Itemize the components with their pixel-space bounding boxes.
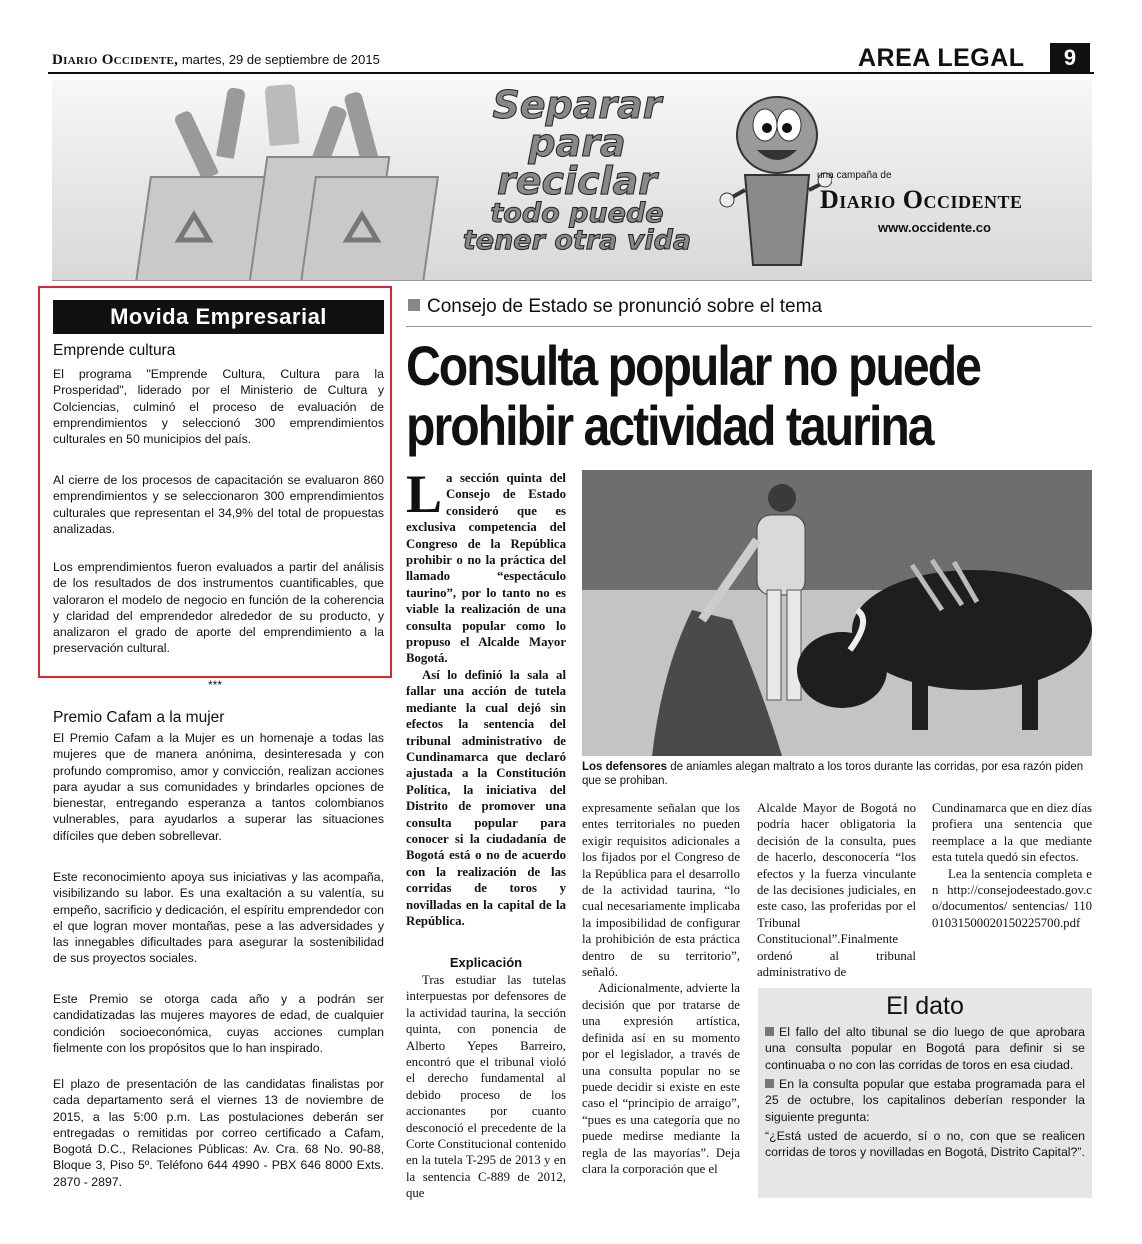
slogan-line: Separar (492, 83, 662, 127)
publication-date: martes, 29 de septiembre de 2015 (181, 52, 380, 67)
article-column-3 (757, 800, 916, 980)
drop-cap: L (406, 464, 443, 524)
article-paragraph: Este reconocimiento apoya sus iniciativas y las acompaña, visibilizando su labor. Es una exaltación a su valentía, su empeño, sacrificio y dedicación, el espíritu emprendedor con el que logran mover montañas, pese a las adversidades y las innegables dificultades para asegurar la sostenibilidad de sus proyectos sociales. (53, 870, 384, 966)
article-kicker (408, 296, 822, 318)
article-paragraph: Alcalde Mayor de Bogotá no podría hacer obligatoria la decisión de la consulta, pues de hacerlo, desconocería “los efectos y la fuerza vinculante de las decisiones judiciales, en este caso, las proferidas por el Tribunal Constitucional”.Finalmente ordenó al tribunal administrativo de (757, 801, 916, 980)
headline-line: prohibir actividad taurina (406, 394, 933, 457)
item-heading-premio-cafam: Premio Cafam a la mujer (53, 709, 225, 726)
header-rule (48, 72, 1094, 74)
slogan-line: tener otra vida (462, 225, 692, 256)
article-paragraph: El Premio Cafam a la Mujer es un homenaje a todas las mujeres que de manera anónima, desinteresada y con profundo compromiso, amor y convicción, realizan acciones para ayudar a sus comunidades y brindarles opciones de bienestar, entregando esperanza a tantos colombianos vulnerables, para ayudarlos a superar las situaciones difíciles que deben sobrellevar. (53, 731, 384, 843)
square-bullet-icon (408, 299, 420, 311)
section-title: AREA LEGAL (858, 44, 1025, 72)
article-paragraph: Lea la sentencia completa e n http://consejodeestado.gov.co/documentos/ sentencias/ 11001031500020150225700.pdf (932, 866, 1092, 930)
square-bullet-icon (765, 1079, 774, 1088)
article-paragraph: Al cierre de los procesos de capacitación se evaluaron 860 emprendimientos y se seleccionaron 300 emprendimientos culturales que representan el 34,9% del total de propuestas analizadas. (53, 473, 384, 536)
article-paragraph: La sección quinta del Consejo de Estado consideró que es exclusiva competencia del Congreso de la República prohibir o no la práctica del llamado “espectáculo taurino”, por lo tanto no es viable la realización de una consulta popular como lo propuso el Alcalde Mayor Bogotá. (406, 464, 566, 666)
slogan-line: todo puede (490, 198, 664, 229)
article-paragraph: Así lo definió la sala al fallar una acción de tutela mediante la cual dejó sin efectos la sentencia del tribunal administrativo de Cundinamarca que declaró ajustada a la Constitución Política, la iniciativa del Distrito de promover una consulta popular para conocer si la ciudadanía de Bogotá está o no de acuerdo con la realización de las corridas de toros y novilladas en la capital de la República. (406, 667, 566, 928)
photo-caption: Los defensores de aniamles alegan maltrato a los toros durante las corridas, por esa razón piden que se prohiban. (582, 761, 1084, 787)
recycle-icon (332, 210, 392, 260)
newspaper-name: Diario Occidente, (52, 52, 179, 68)
article-column-4 (932, 800, 1092, 931)
recycling-campaign-banner (52, 80, 1092, 281)
page-number: 9 (1050, 43, 1090, 73)
section-separator: *** (208, 678, 223, 692)
slogan-line: reciclar (497, 159, 657, 203)
headline-line: Consulta popular no puede (406, 334, 980, 397)
item-heading-emprende-cultura: Emprende cultura (53, 342, 176, 359)
kicker-text: Consejo de Estado se pronunció sobre el tema (427, 296, 823, 317)
article-column-1 (406, 464, 566, 929)
article-paragraph: El plazo de presentación de las candidatas finalistas por cada departamento será el viernes 13 de noviembre de 2015, a las 5:00 p.m. Las postulaciones deberán ser entregadas o remitidas por correo certificado a Cafam, Bogotá D.C., Relaciones Públicas: Av. Cra. 68 No. 90-88, Bloque 3, Piso 5º. Teléfono 644 4990 - PBX 646 8000 Exts. 2870 - 2897. (53, 1077, 384, 1189)
article-paragraph: Cundinamarca que en diez días profiera una sentencia que reemplace a la que mediante esta tutela quedó sin efectos. (932, 801, 1092, 865)
dato-paragraph: El fallo del alto tibunal se dio luego de que aprobara una consulta popular en Bogotá para definir si se continuaba o no con las corridas de toros en esa ciudad. (765, 1025, 1085, 1072)
article-column-2 (582, 800, 740, 1177)
banner-slogan (452, 83, 702, 256)
article-paragraph: Los emprendimientos fueron evaluados a partir del análisis de los resultados de dos instrumentos cuantificables, que valoraron el modelo de negocio en función de la coherencia y claridad del emprendedor alrededor de su producto, y analizaron el grado de aporte del emprendimiento a la preservación cultural. (53, 560, 384, 656)
article-paragraph: Este Premio se otorga cada año y a podrán ser candidatizadas las mujeres mayores de edad, de cualquier condición socioeconómica, cuyas acciones cumplan fielmente con los propósitos que lo han inspirado. (53, 992, 384, 1055)
campaign-url: www.occidente.co (878, 220, 991, 235)
el-dato-title: El dato (886, 992, 964, 1020)
campaign-label: una campaña de (817, 170, 892, 181)
trash-bin-mascot-icon (717, 90, 832, 270)
article-paragraph: expresamente señalan que los entes territoriales no pueden exigir requisitos adicionales a los fijados por el Congreso de la República para el desarrollo de la actividad taurina, “lo cual necesariamente implicaba la imposibilidad de configurar la prohibición de esta práctica dentro de su territorio”, señaló. (582, 801, 740, 980)
bullfighter-and-bull-image (582, 470, 1092, 756)
campaign-brand-logo: Diario Occidente (820, 185, 1023, 214)
article-headline (406, 336, 1008, 456)
bullfight-photo (582, 470, 1092, 756)
page-header-dateline (52, 52, 380, 69)
caption-lead: Los defensores (582, 761, 667, 773)
dato-question: “¿Está usted de acuerdo, sí o no, con que se realicen corridas de toros y novilladas en Bogotá, Distrito Capital?”. (765, 1129, 1085, 1160)
article-subhead: Explicación (449, 955, 523, 970)
recycle-icon (164, 210, 224, 260)
article-paragraph: Tras estudiar las tutelas interpuestas por defensores de la actividad taurina, la sección quinta, con ponencia de Alberto Yepes Barreiro, encontró que el tribunal violó el derecho fundamental al debido proceso de los accionantes por cuanto desconoció el precedente de la Corte Constitucional contenido en la tutela T-295 de 2013 y en la sentencia C-889 de 2012, que (406, 973, 566, 1201)
square-bullet-icon (765, 1027, 774, 1036)
movida-box-title: Movida Empresarial (53, 300, 384, 334)
article-paragraph: Adicionalmente, advierte la decisión que por tratarse de una expresión artística, definida así en su momento por el legislador, a través de una consulta popular no se puede decidir si existe en este caso el “principio de arraigo”, “pues es una categoría que no puede medirse mediante la regla de las mayorías”. Deja clara la corporación que el (582, 981, 740, 1176)
kicker-rule (406, 326, 1092, 327)
article-paragraph: El programa "Emprende Cultura, Cultura para la Prosperidad", liderado por el Ministerio de Cultura y Colciencias, culminó el proceso de evaluación de emprendimientos y seleccionó 300 emprendimientos culturales en 50 municipios del país. (53, 367, 384, 447)
slogan-line: para (528, 121, 626, 165)
dato-paragraph: En la consulta popular que estaba programada para el 25 de octubre, los capitalinos deberían responder la siguiente pregunta: (765, 1077, 1085, 1124)
